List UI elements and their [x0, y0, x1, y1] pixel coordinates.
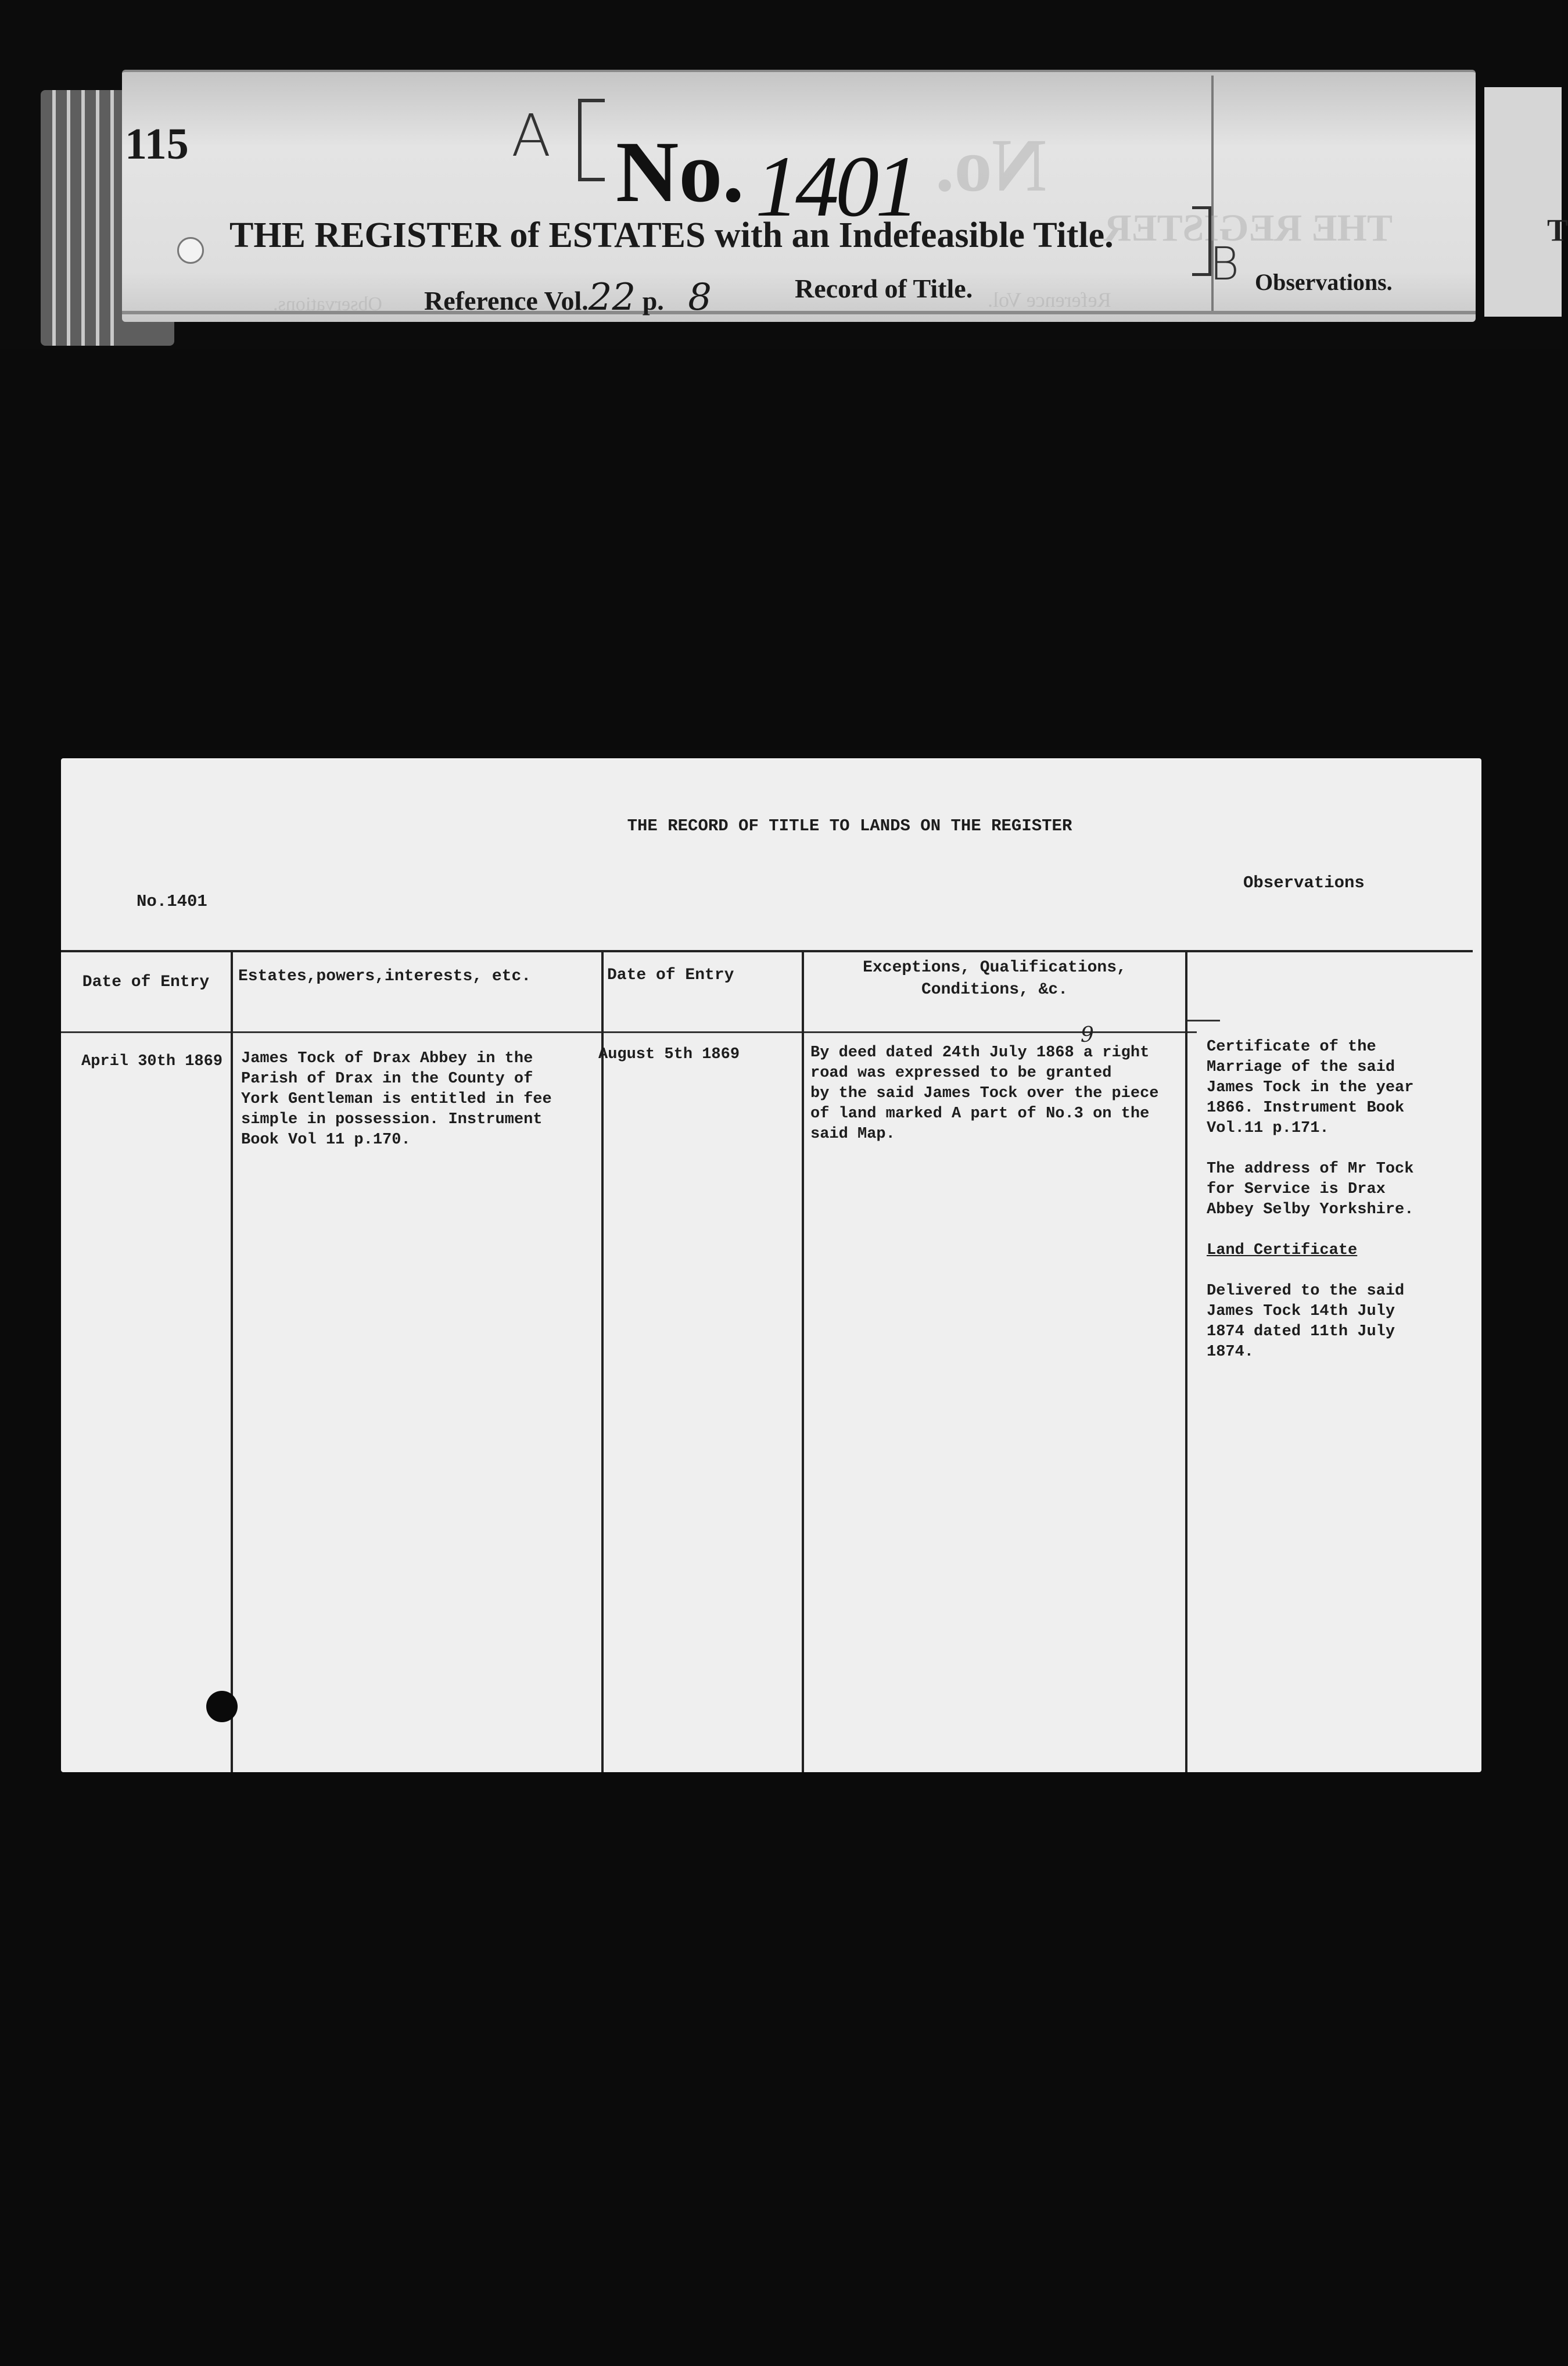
header-estates: Estates,powers,interests, etc.: [238, 967, 532, 985]
observations-label: Observations.: [1255, 269, 1393, 295]
header-date-of-entry-2: Date of Entry: [607, 966, 734, 984]
handwritten-number: 1401: [755, 138, 916, 235]
handwritten-correction: 9: [1081, 1023, 1094, 1047]
card-number: No.1401: [137, 892, 207, 911]
record-card: [61, 758, 1481, 1772]
bleed-through-text: No.: [935, 124, 1047, 207]
page-number: 115: [125, 120, 189, 169]
observations-heading: Observations: [1243, 873, 1365, 892]
column-divider: [802, 950, 804, 1772]
edge-letter: T: [1547, 213, 1568, 248]
observation-delivery: Delivered to the said James Tock 14th July 1874 dated 11th July 1874.: [1207, 1282, 1405, 1361]
header-exceptions: Exceptions, Qualifications, Conditions, &c.: [863, 959, 1126, 999]
page-value: 8: [688, 276, 712, 319]
entry-date: April 30th 1869: [81, 1053, 223, 1070]
next-page-edge: [1484, 87, 1568, 317]
land-certificate-heading: Land Certificate: [1207, 1242, 1358, 1259]
table-header-rule-right: [1185, 1020, 1220, 1021]
card-title: THE RECORD OF TITLE TO LANDS ON THE REGISTER: [627, 816, 1072, 836]
punch-hole: [206, 1691, 238, 1722]
register-title: THE REGISTER of ESTATES with an Indefeasible Title.: [229, 216, 1114, 255]
bracket-left: [578, 99, 605, 181]
column-divider: [231, 950, 233, 1772]
header-date-of-entry: Date of Entry: [82, 973, 210, 991]
number-label: No.: [616, 124, 744, 220]
observation-marriage: Certificate of the Marriage of the said James Tock in the year 1866. Instrument Book Vol.11 p.171.: [1207, 1038, 1414, 1137]
column-divider: [601, 950, 604, 1772]
exceptions-text: By deed dated 24th July 1868 a right road was expressed to be granted by the said James Tock over the piece of land marked A part of No.3 on the said Map.: [810, 1044, 1159, 1143]
bleed-through-text: Reference Vol.: [988, 288, 1111, 311]
bracket-right: [1192, 206, 1211, 276]
record-label: Record of Title.: [795, 274, 973, 303]
reference-line: [424, 276, 712, 319]
handwritten-b: B: [1210, 238, 1240, 291]
bleed-through-text: THE REGISTER: [1104, 207, 1393, 249]
estates-text: James Tock of Drax Abbey in the Parish of Drax in the County of York Gentleman is entitled in fee simple in possession. Instrument Book Vol 11 p.170.: [241, 1050, 552, 1149]
reference-label: Reference Vol.: [424, 286, 589, 316]
bleed-through-text: Observations.: [273, 293, 382, 315]
binding-hole: [177, 237, 204, 264]
handwritten-a: A: [511, 102, 551, 170]
reference-vol: 22: [588, 276, 636, 319]
table-top-rule: [61, 950, 1473, 952]
column-divider: [1185, 950, 1187, 1772]
observation-address: The address of Mr Tock for Service is Drax Abbey Selby Yorkshire.: [1207, 1160, 1414, 1218]
page-label: p.: [642, 286, 664, 316]
entry-date-2: August 5th 1869: [598, 1046, 740, 1063]
